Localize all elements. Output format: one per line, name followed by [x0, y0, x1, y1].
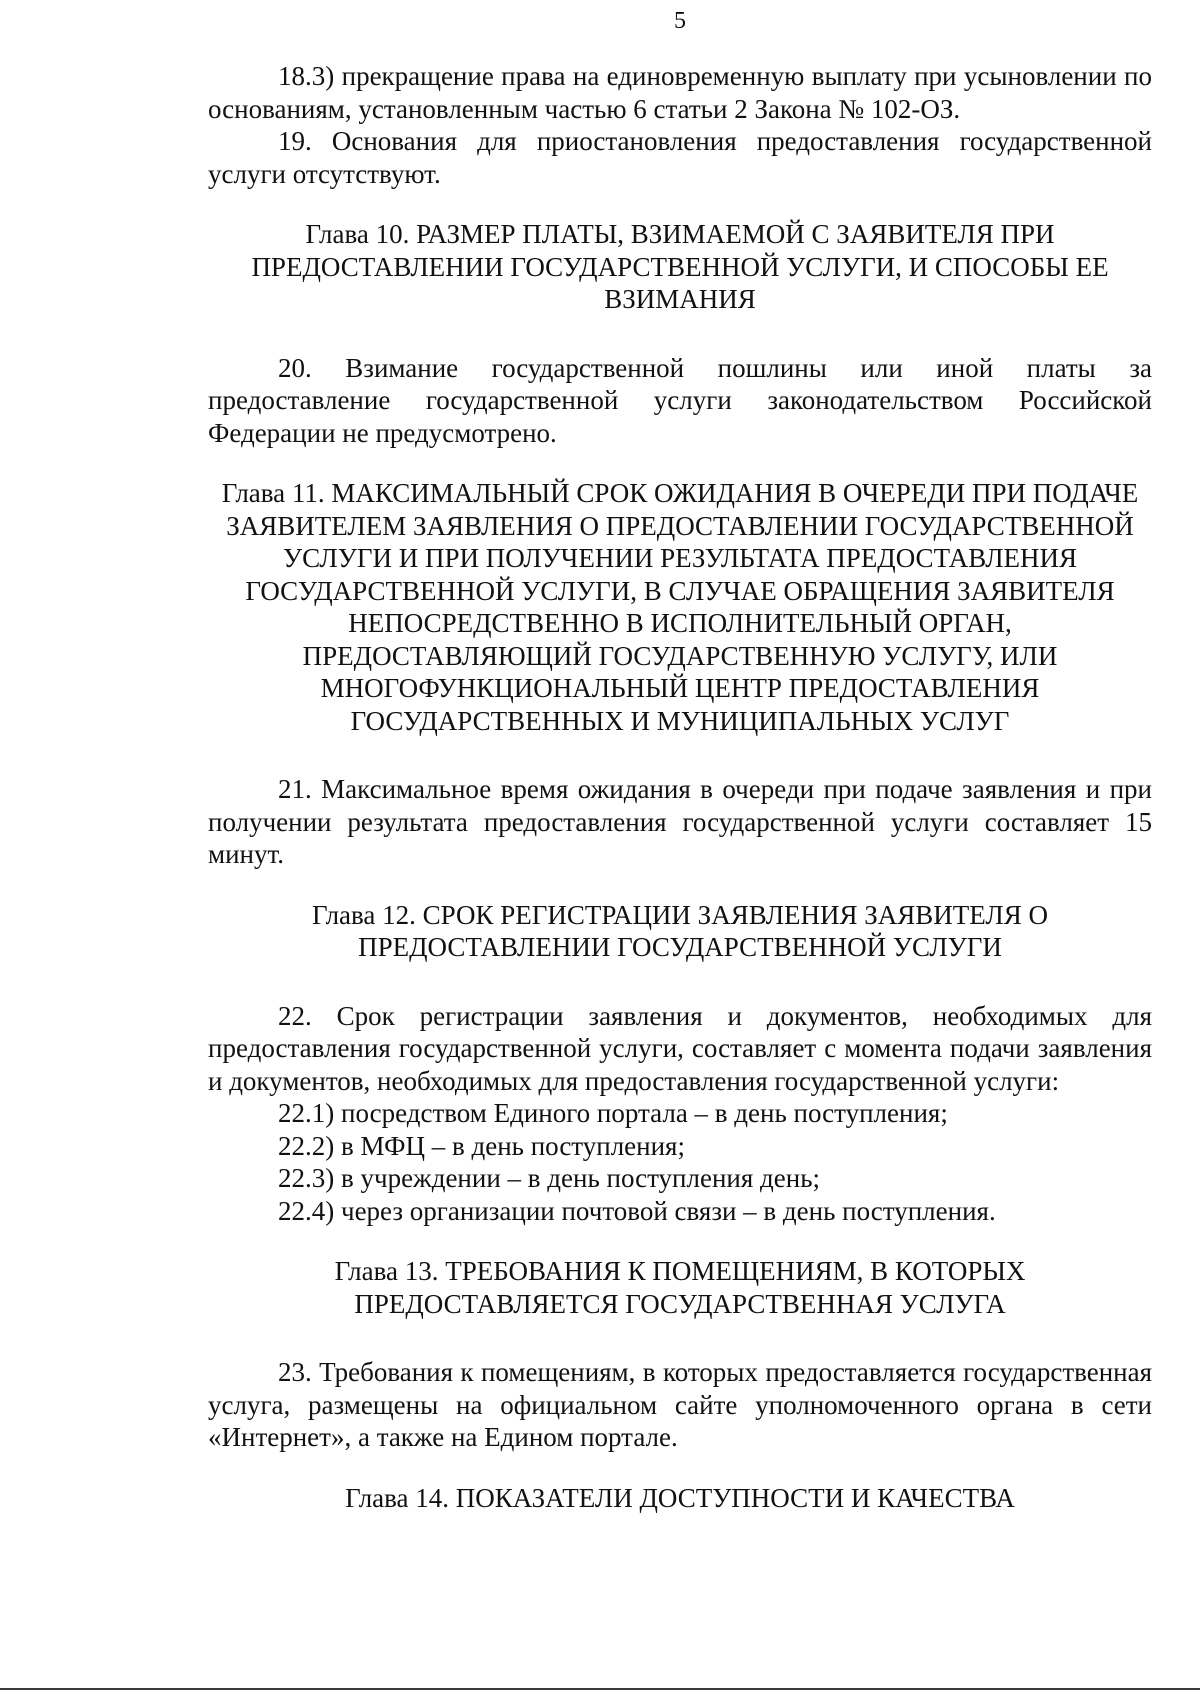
paragraph-22: 22. Срок регистрации заявления и документов, необходимых для предоставления государственной услуги, составляет с момента подачи заявления и документов, необходимых для предоставления государственной услуги:: [208, 1000, 1152, 1096]
chapter-14-heading: Глава 14. ПОКАЗАТЕЛИ ДОСТУПНОСТИ И КАЧЕСТВА: [345, 1482, 1015, 1513]
paragraph-23: 23. Требования к помещениям, в которых предоставляется государственная услуга, размещены на официальном сайте уполномоченного органа в сети «Интернет», а также на Едином портале.: [208, 1357, 1152, 1452]
paragraph-19: 19. Основания для приостановления предоставления государственной услуги отсутствуют.: [208, 126, 1152, 189]
document-body: [208, 60, 1152, 1514]
chapter-13-heading: Глава 13. ТРЕБОВАНИЯ К ПОМЕЩЕНИЯМ, В КОТОРЫХ ПРЕДОСТАВЛЯЕТСЯ ГОСУДАРСТВЕННАЯ УСЛУГА: [334, 1256, 1026, 1319]
page-number: 5: [674, 8, 686, 34]
paragraph-20: 20. Взимание государственной пошлины или иной платы за предоставление государственной услуги законодательством Российской Федерации не предусмотрено.: [208, 352, 1152, 448]
scan-edge-line: [0, 1688, 1200, 1690]
paragraph-18-3: 18.3) прекращение права на единовременную выплату при усыновлении по основаниям, установленным частью 6 статьи 2 Закона № 102-ОЗ.: [208, 61, 1152, 124]
chapter-10-heading: Глава 10. РАЗМЕР ПЛАТЫ, ВЗИМАЕМОЙ С ЗАЯВИТЕЛЯ ПРИ ПРЕДОСТАВЛЕНИИ ГОСУДАРСТВЕННОЙ УСЛУГИ, И СПОСОБЫ ЕЕ ВЗИМАНИЯ: [251, 219, 1109, 314]
chapter-11-heading: Глава 11. МАКСИМАЛЬНЫЙ СРОК ОЖИДАНИЯ В ОЧЕРЕДИ ПРИ ПОДАЧЕ ЗАЯВИТЕЛЕМ ЗАЯВЛЕНИЯ О ПРЕДОСТАВЛЕНИИ ГОСУДАРСТВЕННОЙ УСЛУГИ И ПРИ ПОЛУЧЕНИИ РЕЗУЛЬТАТА ПРЕДОСТАВЛЕНИЯ ГОСУДАРСТВЕННОЙ УСЛУГИ, В СЛУЧАЕ ОБРАЩЕНИЯ ЗАЯВИТЕЛЯ НЕПОСРЕДСТВЕННО В ИСПОЛНИТЕЛЬНЫЙ ОРГАН, ПРЕДОСТАВЛЯЮЩИЙ ГОСУДАРСТВЕННУЮ УСЛУГУ, ИЛИ МНОГОФУНКЦИОНАЛЬНЫЙ ЦЕНТР ПРЕДОСТАВЛЕНИЯ ГОСУДАРСТВЕННЫХ И МУНИЦИПАЛЬНЫХ УСЛУГ: [221, 478, 1139, 736]
chapter-12-heading: Глава 12. СРОК РЕГИСТРАЦИИ ЗАЯВЛЕНИЯ ЗАЯВИТЕЛЯ О ПРЕДОСТАВЛЕНИИ ГОСУДАРСТВЕННОЙ УСЛУГИ: [311, 899, 1048, 962]
list-item-22-2: 22.2) в МФЦ – в день поступления;: [278, 1130, 685, 1161]
paragraph-21: 21. Максимальное время ожидания в очереди при подаче заявления и при получении результата предоставления государственной услуги составляет 15 минут.: [208, 774, 1152, 869]
list-item-22-4: 22.4) через организации почтовой связи – в день поступления.: [278, 1195, 996, 1226]
list-item-22-1: 22.1) посредством Единого портала – в день поступления;: [278, 1098, 948, 1128]
list-item-22-3: 22.3) в учреждении – в день поступления день;: [278, 1163, 821, 1193]
